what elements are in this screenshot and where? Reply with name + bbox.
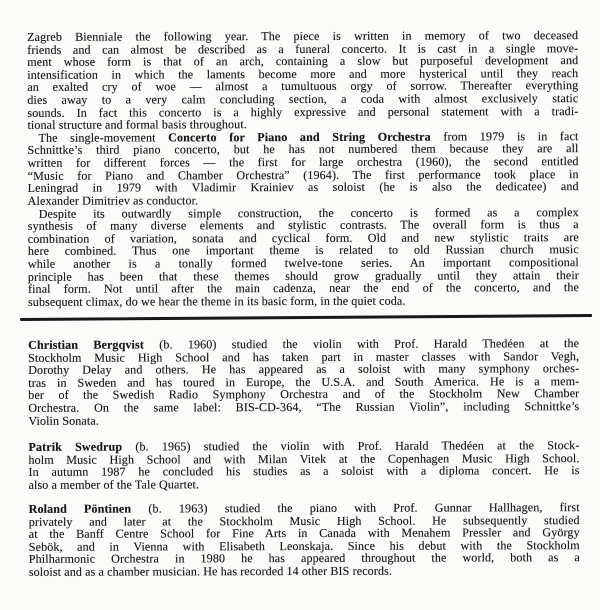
paragraph-concerto-history xyxy=(27,130,578,207)
body-text: ber of the Swedish Radio Symphony Orchestra and of the Stockholm New Chamber xyxy=(28,386,580,403)
bio-roland-pontinen xyxy=(29,501,580,578)
bio-christian-bergqvist xyxy=(28,337,579,427)
body-text: “Music for Piano and Chamber Orchestra” (1964). The first performance took place in xyxy=(27,166,579,183)
body-text: Despite its outwardly simple construction, the concerto is formed as a complex xyxy=(38,204,579,221)
body-text: privately and later at the Stockholm Music High School. He subsequently studied xyxy=(28,512,580,529)
program-notes-section xyxy=(27,29,579,308)
body-text: an exalted cry of woe — almost a tumultuous orgy of sorrow. Thereafter everything xyxy=(27,78,579,95)
body-text: subsequent climax, do we hear the theme in its basic form, in the quiet coda. xyxy=(27,293,406,309)
body-text: combination of variation, sonata and cyclical form. Old and new stylistic traits are xyxy=(27,229,579,246)
text-line xyxy=(28,400,579,414)
bold-text: Christian Bergqvist xyxy=(28,337,144,352)
body-text: Philharmonic Orchestra in 1980 he has appeared throughout the world, both as a xyxy=(28,550,580,567)
body-text: soloist and as a chamber musician. He has recorded 14 other BIS records. xyxy=(28,563,393,579)
body-text: Zagreb Bienniale the following year. The piece is written in memory of two deceased xyxy=(27,28,579,44)
bold-text: Patrik Swedrup xyxy=(28,439,123,454)
body-text: Sebök, and in Vienna with Elisabeth Leonskaja. Since his debut with the Stockholm xyxy=(28,537,580,554)
body-text: dies away to a very calm concluding section, a coda with almost exclusively static xyxy=(27,91,579,107)
body-text: tional structure and formal basis throughout. xyxy=(27,117,247,133)
body-text: while another is a tonally formed twelve-tone series. An important compositional xyxy=(27,255,579,271)
text-line xyxy=(28,413,579,427)
body-text: from 1979 is in fact xyxy=(430,128,579,144)
text-line xyxy=(28,294,579,308)
body-text: final form. Not until after the main cadenza, near the end of the concerto, and the xyxy=(27,280,579,297)
body-text: sounds. In fact this concerto is a highly expressive and personal statement with a tradi- xyxy=(27,103,579,120)
body-text: Leningrad in 1979 with Vladimir Krainiev as soloist (he is also the dedicatee) and xyxy=(27,179,579,196)
body-text: here combined. Thus one important theme is related to old Russian church music xyxy=(27,242,579,259)
body-text: (b. 1965) studied the violin with Prof. Harald Thedéen at the Stock- xyxy=(122,438,580,454)
body-text: In autumn 1987 he concluded his studies as a soloist with a diploma concert. He is xyxy=(28,463,580,480)
body-text: Orchestra. On the same label: BIS-CD-364, “The Russian Violin”, including Schnittke’s xyxy=(28,399,580,415)
body-text: principle has been that these themes should grow gradually until they attain their xyxy=(27,267,579,284)
text-line xyxy=(29,564,580,578)
bold-text: Roland Pöntinen xyxy=(28,501,132,516)
bio-patrik-swedrup xyxy=(28,439,579,491)
body-text: written for different forces — the first for large orchestra (1960), the second entitled xyxy=(27,154,579,170)
body-text: also a member of the Tale Quartet. xyxy=(28,477,200,492)
body-text: Schnittke’s third piano concerto, but he has not numbered them because they are all xyxy=(27,141,579,158)
paragraph-work-description xyxy=(27,29,578,132)
bold-text: Concerto for Piano and String Orchestra xyxy=(168,129,431,145)
body-text: synthesis of many diverse elements and stylistic contrasts. The overall form is thus a xyxy=(27,217,579,233)
paragraph-concerto-form xyxy=(28,206,579,309)
body-text: Alexander Dimitriev as conductor. xyxy=(27,193,199,208)
body-text: friends and can almost be described as a funeral concerto. It is cast in a single move- xyxy=(27,40,579,57)
body-text: (b. 1960) studied the violin with Prof. Harald Thedéen at the xyxy=(143,336,580,352)
text-line xyxy=(29,477,580,491)
body-text: (b. 1963) studied the piano with Prof. Gunnar Hallhagen, first xyxy=(131,500,580,516)
body-text: tras in Sweden and has toured in Europe, the U.S.A. and South America. He is a mem- xyxy=(28,373,580,390)
body-text: Stockholm Music High School and has taken part in master classes with Sandor Vegh, xyxy=(28,348,580,365)
body-text: holm Music High School and with Milan Vitek at the Copenhagen Music High School. xyxy=(28,450,580,467)
body-text: Dorothy Delay and others. He has appeared as a soloist with many symphony orches- xyxy=(28,361,580,378)
body-text: The single-movement xyxy=(38,130,169,145)
body-text: intensification in which the laments become more and more hysterical until they reach xyxy=(27,65,579,82)
body-text: at the Banff Centre School for Fine Arts in Canada with Menahem Pressler and György xyxy=(28,525,580,542)
body-text: ment whose form is that of an arch, containing a slow but purposeful development and xyxy=(27,53,579,70)
body-text: Violin Sonata. xyxy=(28,413,99,428)
section-divider-rule xyxy=(20,314,592,320)
